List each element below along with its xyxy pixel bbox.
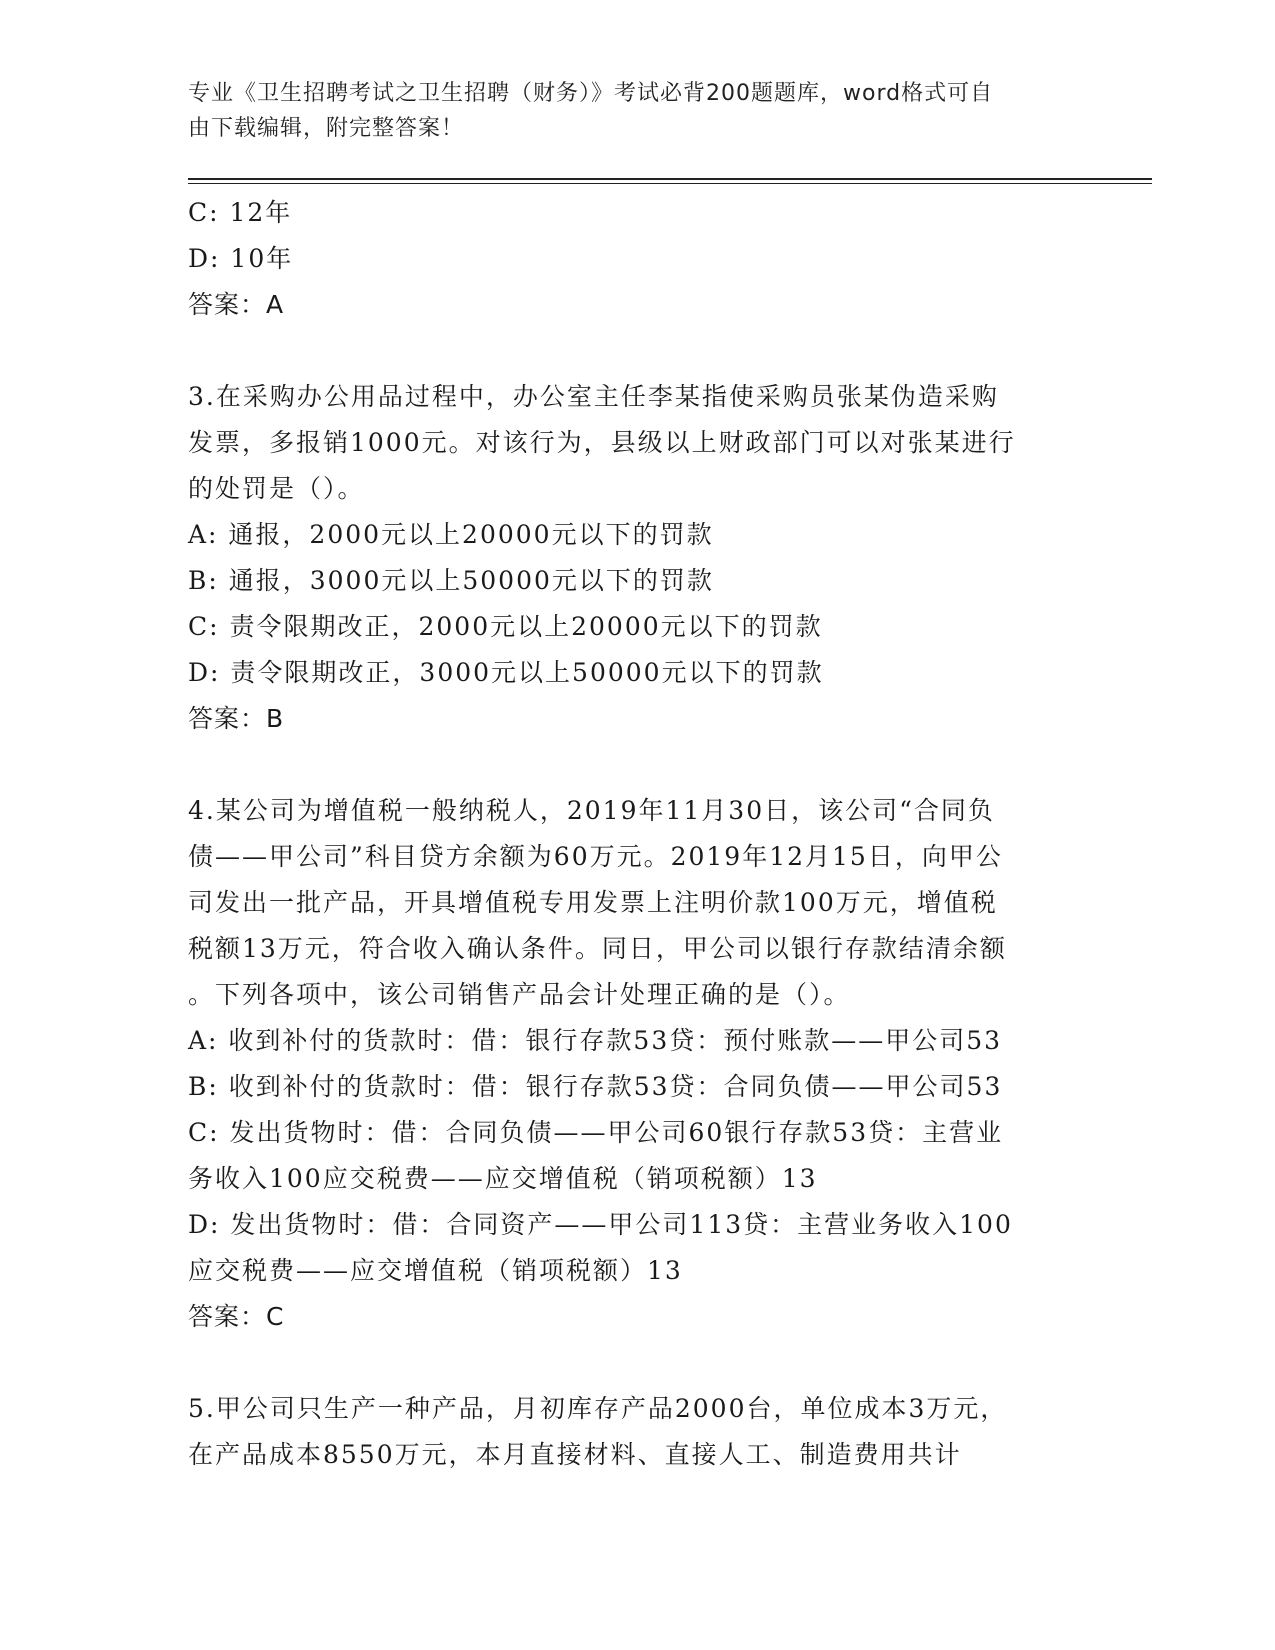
question-stem-line: 在产品成本8550万元，本月直接材料、直接人工、制造费用共计 xyxy=(188,1440,962,1469)
header-line-2: 由下载编辑，附完整答案！ xyxy=(188,116,465,141)
question-stem-line: 税额13万元，符合收入确认条件。同日，甲公司以银行存款结清余额 xyxy=(188,934,1007,963)
option-c: C: 12年 xyxy=(188,198,293,227)
question-stem-line: 债——甲公司”科目贷方余额为60万元。2019年12月15日，向甲公 xyxy=(188,842,1003,871)
option-d: D: 10年 xyxy=(188,244,294,273)
answer-line: 答案：C xyxy=(188,1302,285,1331)
header-divider-thick xyxy=(188,178,1152,180)
option-c: C: 责令限期改正，2000元以上20000元以下的罚款 xyxy=(188,612,823,641)
option-b: B: 通报，3000元以上50000元以下的罚款 xyxy=(188,566,714,595)
question-3 xyxy=(188,374,1088,742)
question-stem-line: 4.某公司为增值税一般纳税人，2019年11月30日，该公司“合同负 xyxy=(188,796,995,825)
option-d: D: 责令限期改正，3000元以上50000元以下的罚款 xyxy=(188,658,824,687)
option-c: C: 发出货物时：借：合同负债——甲公司60银行存款53贷：主营业 xyxy=(188,1118,1004,1147)
option-b: B: 收到补付的货款时：借：银行存款53贷：合同负债——甲公司53 xyxy=(188,1072,1003,1101)
question-gap xyxy=(188,1340,1088,1386)
question-stem-line: 5.甲公司只生产一种产品，月初库存产品2000台，单位成本3万元， xyxy=(188,1394,1008,1423)
question-4 xyxy=(188,788,1088,1340)
answer-line: 答案：B xyxy=(188,704,285,733)
question-2-tail xyxy=(188,190,1088,328)
option-d-continued: 应交税费——应交增值税（销项税额）13 xyxy=(188,1256,683,1285)
option-a: A: 通报，2000元以上20000元以下的罚款 xyxy=(188,520,714,549)
page-header xyxy=(188,76,1068,146)
question-stem-line: 的处罚是（）。 xyxy=(188,474,365,503)
question-stem-line: 发票，多报销1000元。对该行为，县级以上财政部门可以对张某进行 xyxy=(188,428,1016,457)
answer-line: 答案：A xyxy=(188,290,285,319)
question-gap xyxy=(188,328,1088,374)
question-stem-line: 3.在采购办公用品过程中，办公室主任李某指使采购员张某伪造采购 xyxy=(188,382,999,411)
question-5 xyxy=(188,1386,1088,1478)
option-d: D: 发出货物时：借：合同资产——甲公司113贷：主营业务收入100 xyxy=(188,1210,1013,1239)
question-gap xyxy=(188,742,1088,788)
question-stem-line: 司发出一批产品，开具增值税专用发票上注明价款100万元，增值税 xyxy=(188,888,998,917)
header-divider-thin xyxy=(188,183,1152,184)
header-line-1: 专业《卫生招聘考试之卫生招聘（财务）》考试必背200题题库，word格式可自 xyxy=(188,81,994,106)
option-a: A: 收到补付的货款时：借：银行存款53贷：预付账款——甲公司53 xyxy=(188,1026,1003,1055)
question-stem-line: 。下列各项中，该公司销售产品会计处理正确的是（）。 xyxy=(188,980,851,1009)
document-body xyxy=(188,190,1088,1478)
option-c-continued: 务收入100应交税费——应交增值税（销项税额）13 xyxy=(188,1164,818,1193)
